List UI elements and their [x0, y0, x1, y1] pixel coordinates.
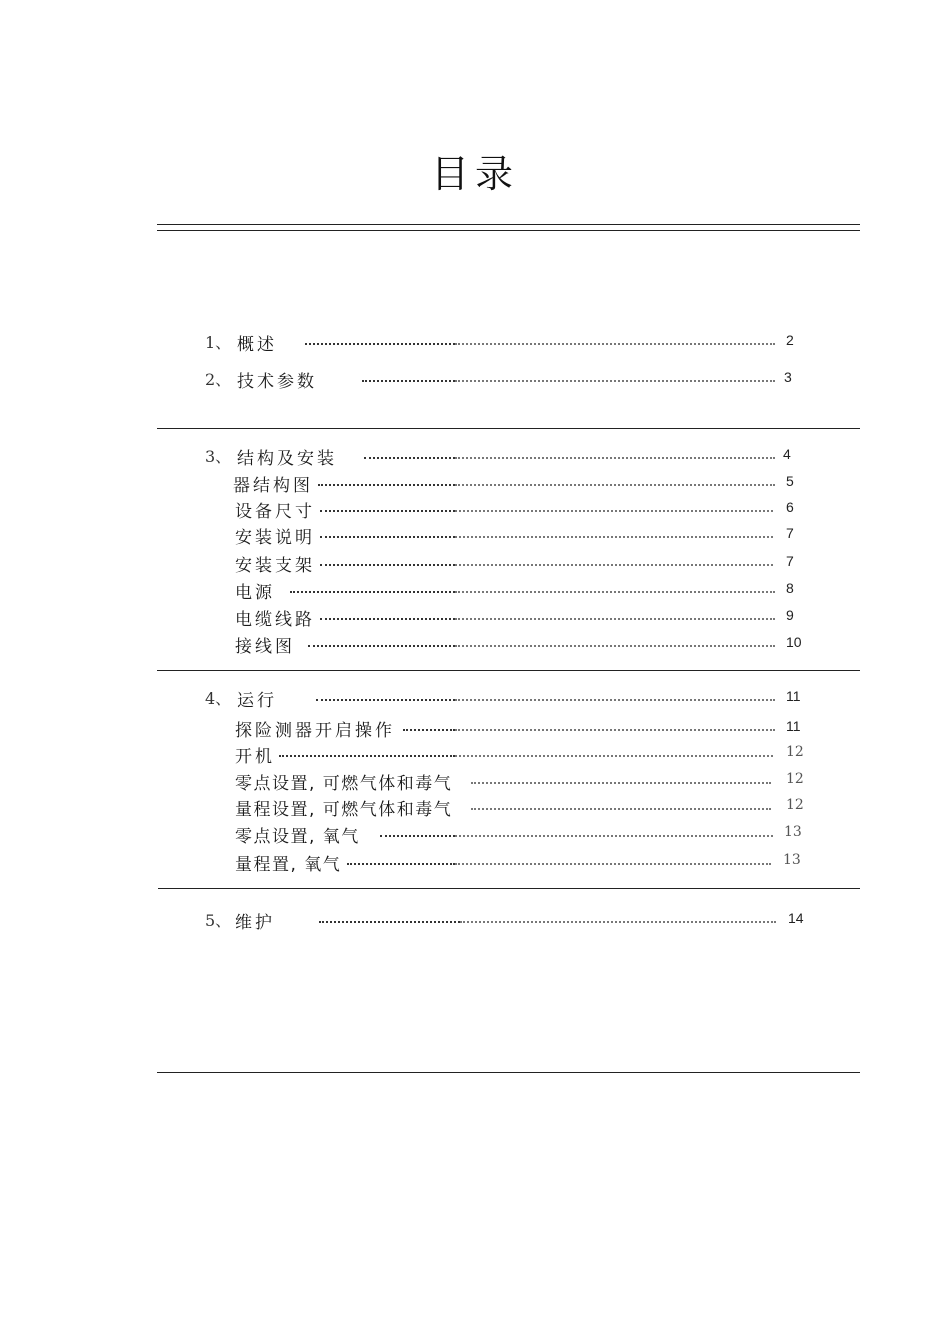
toc-leader-dots — [455, 729, 775, 731]
toc-leader-dots — [455, 835, 773, 837]
toc-entry-number: 2、 — [205, 370, 232, 389]
toc-entry[interactable] — [0, 822, 950, 846]
toc-entry-number: 1、 — [205, 333, 232, 352]
toc-page-number: 10 — [786, 634, 802, 650]
toc-leader-dots — [455, 536, 773, 538]
toc-page-number: 5 — [786, 473, 794, 489]
toc-page-number: 12 — [786, 744, 804, 760]
toc-leader-dots — [471, 808, 771, 810]
toc-page-number: 7 — [786, 553, 794, 569]
toc-entry-label: 电缆线路 — [235, 610, 315, 630]
toc-page-number: 6 — [786, 499, 794, 515]
toc-entry[interactable] — [0, 523, 950, 547]
toc-page-number: 2 — [786, 332, 794, 348]
toc-entry-label: 运行 — [237, 691, 277, 711]
toc-entry-label: 器结构图 — [233, 476, 313, 496]
title-rule-bottom — [157, 230, 860, 231]
toc-entry-label: 零点设置, 可燃气体和毒气 — [235, 774, 453, 794]
section-divider — [157, 670, 860, 671]
toc-leader-dots — [347, 863, 455, 865]
toc-page-number: 7 — [786, 525, 794, 541]
toc-leader-dots — [455, 564, 773, 566]
toc-entry[interactable] — [0, 769, 950, 793]
toc-entry-label: 维护 — [235, 913, 275, 933]
toc-leader-dots — [455, 645, 775, 647]
toc-page-number: 13 — [784, 824, 802, 840]
toc-entry-label: 概述 — [237, 335, 277, 355]
toc-leader-dots — [455, 863, 771, 865]
page-title: 目录 — [430, 152, 519, 196]
toc-leader-dots — [455, 510, 773, 512]
toc-page-number: 11 — [786, 688, 801, 704]
toc-entry[interactable] — [0, 471, 950, 495]
toc-entry-label: 探险测器开启操作 — [235, 721, 395, 741]
toc-page-number: 9 — [786, 607, 794, 623]
toc-entry[interactable] — [0, 444, 950, 468]
toc-leader-dots — [403, 729, 455, 731]
toc-leader-dots — [362, 380, 455, 382]
title-rule-top — [157, 224, 860, 225]
toc-entry-label: 量程设置, 可燃气体和毒气 — [235, 800, 453, 820]
toc-entry-label: 接线图 — [235, 637, 295, 657]
toc-entry-label: 安装支架 — [235, 556, 315, 576]
toc-page-number: 13 — [783, 852, 801, 868]
toc-leader-dots — [320, 618, 455, 620]
toc-entry[interactable] — [0, 908, 950, 932]
toc-leader-dots — [319, 921, 460, 923]
toc-leader-dots — [380, 835, 455, 837]
toc-page-number: 8 — [786, 580, 794, 596]
toc-page-number: 12 — [786, 797, 804, 813]
toc-entry-number: 5、 — [205, 911, 232, 930]
toc-leader-dots — [471, 782, 771, 784]
toc-entry-label: 零点设置, 氧气 — [235, 827, 360, 847]
toc-leader-dots — [279, 755, 455, 757]
toc-leader-dots — [320, 510, 455, 512]
toc-page-number: 11 — [786, 718, 801, 734]
toc-entry[interactable] — [0, 850, 950, 874]
section-divider — [158, 888, 860, 889]
toc-entry-number: 4、 — [205, 689, 232, 708]
toc-page-number: 3 — [784, 369, 792, 385]
toc-leader-dots — [308, 645, 455, 647]
toc-entry[interactable] — [0, 605, 950, 629]
toc-leader-dots — [455, 457, 775, 459]
toc-entry[interactable] — [0, 632, 950, 656]
toc-leader-dots — [320, 536, 455, 538]
toc-leader-dots — [364, 457, 455, 459]
toc-leader-dots — [460, 921, 776, 923]
toc-leader-dots — [290, 591, 455, 593]
toc-entry-label: 电源 — [235, 583, 275, 603]
toc-entry[interactable] — [0, 551, 950, 575]
toc-leader-dots — [455, 484, 775, 486]
toc-entry[interactable] — [0, 330, 950, 354]
toc-entry[interactable] — [0, 578, 950, 602]
toc-entry-label: 安装说明 — [235, 528, 315, 548]
toc-leader-dots — [455, 380, 775, 382]
toc-entry[interactable] — [0, 497, 950, 521]
toc-leader-dots — [320, 564, 455, 566]
toc-entry[interactable] — [0, 795, 950, 819]
toc-entry-label: 设备尺寸 — [235, 502, 315, 522]
toc-leader-dots — [455, 699, 775, 701]
toc-leader-dots — [455, 591, 775, 593]
toc-entry-label: 技术参数 — [237, 372, 317, 392]
bottom-rule — [157, 1072, 860, 1073]
toc-entry-label: 量程置, 氧气 — [235, 855, 342, 875]
toc-leader-dots — [305, 343, 455, 345]
toc-entry[interactable] — [0, 367, 950, 391]
toc-entry-number: 3、 — [205, 447, 232, 466]
toc-leader-dots — [455, 618, 775, 620]
toc-page-number: 4 — [783, 446, 791, 462]
toc-leader-dots — [455, 755, 773, 757]
toc-entry[interactable] — [0, 716, 950, 740]
toc-page-number: 12 — [786, 771, 804, 787]
toc-page-number: 14 — [788, 910, 804, 926]
toc-leader-dots — [316, 699, 455, 701]
toc-entry[interactable] — [0, 686, 950, 710]
toc-entry-label: 开机 — [235, 747, 275, 767]
toc-entry-label: 结构及安装 — [237, 449, 337, 469]
toc-entry[interactable] — [0, 742, 950, 766]
toc-leader-dots — [455, 343, 775, 345]
section-divider — [157, 428, 860, 429]
toc-leader-dots — [318, 484, 455, 486]
